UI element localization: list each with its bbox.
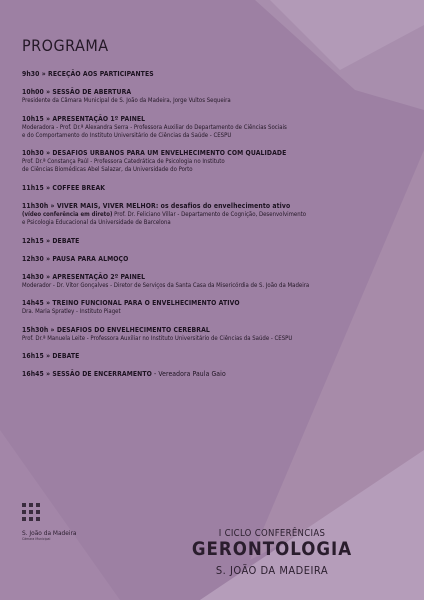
agenda-item-detail xyxy=(22,211,408,219)
agenda-item xyxy=(22,184,408,193)
agenda-time-title: 14h45 » TREINO FUNCIONAL PARA O ENVELHECIMENTO ATIVO xyxy=(22,299,240,308)
agenda-time-title: 12h15 » DEBATE xyxy=(22,236,80,245)
agenda-item-detail: Moderadora - Prof. Dr.ª Alexandra Serra - Professora Auxiliar do Departamento de Ciências Sociais xyxy=(22,123,287,131)
agenda-time-title: 10h30 » DESAFIOS URBANOS PARA UM ENVELHECIMENTO COM QUALIDADE xyxy=(22,149,287,158)
agenda-item-heading xyxy=(22,202,408,211)
agenda-item xyxy=(22,326,408,343)
agenda-item xyxy=(22,255,408,264)
agenda-item xyxy=(22,149,408,174)
agenda-speaker-inline: - Vereadora Paula Gaio xyxy=(151,370,226,379)
agenda-item xyxy=(22,352,408,361)
agenda-item-heading xyxy=(22,70,408,79)
agenda-item-detail: e do Comportamento do Instituto Universitário de Ciências da Saúde - CESPU xyxy=(22,131,232,139)
agenda-item-detail: Prof. Dr.ª Constança Paúl - Professora Catedrática de Psicologia no Instituto xyxy=(22,158,225,166)
agenda-item xyxy=(22,370,408,379)
event-brand xyxy=(0,528,424,577)
agenda-item xyxy=(22,299,408,316)
logo-sub: Câmara Municipal xyxy=(22,537,51,541)
agenda-item xyxy=(22,237,408,246)
agenda-item-heading xyxy=(22,184,408,193)
agenda-time-title: 11h30h » VIVER MAIS, VIVER MELHOR: os desafios do envelhecimento ativo xyxy=(22,201,291,210)
agenda-item-detail: Prof. Dr.ª Manuela Leite - Professora Auxiliar no Instituto Universitário de Ciências da Saúde - CESPU xyxy=(22,334,293,342)
agenda-time-title: 15h30h » DESAFIOS DO ENVELHECIMENTO CEREBRAL xyxy=(22,325,210,334)
agenda-list xyxy=(22,70,408,388)
agenda-time-title: 16h45 » SESSÃO DE ENCERRAMENTO xyxy=(22,370,152,379)
agenda-item xyxy=(22,273,408,290)
agenda-time-title: 9h30 » RECEÇÃO AOS PARTICIPANTES xyxy=(22,70,154,78)
agenda-item-heading xyxy=(22,115,408,124)
agenda-item-detail: e Psicologia Educacional da Universidade de Barcelona xyxy=(22,219,171,227)
agenda-item-heading xyxy=(22,299,408,308)
agenda-item-heading xyxy=(22,370,408,379)
agenda-speaker: Prof. Dr. Feliciano Villar - Departamento de Cognição, Desenvolvimento xyxy=(112,210,307,218)
agenda-item xyxy=(22,70,408,79)
logo-name: S. João da Madeira xyxy=(22,529,77,537)
agenda-item-heading xyxy=(22,352,408,361)
agenda-item-detail: Presidente da Câmara Municipal de S. João da Madeira, Jorge Vultos Sequeira xyxy=(22,97,231,105)
agenda-item-detail: Moderador - Dr. Vítor Gonçalves - Diretor de Serviços da Santa Casa da Misericórdia de S. João da Madeira xyxy=(22,281,310,289)
agenda-time-title: 10h00 » SESSÃO DE ABERTURA xyxy=(22,88,132,97)
agenda-item xyxy=(22,88,408,105)
agenda-time-title: 12h30 » PAUSA PARA ALMOÇO xyxy=(22,254,129,263)
video-conference-note: (vídeo conferência em direto) xyxy=(22,210,113,218)
agenda-time-title: 11h15 » COFFEE BREAK xyxy=(22,183,106,192)
agenda-item-heading xyxy=(22,237,408,246)
agenda-item-heading xyxy=(22,326,408,335)
agenda-item-heading xyxy=(22,149,408,158)
agenda-item-heading xyxy=(22,273,408,282)
agenda-time-title: 10h15 » APRESENTAÇÃO 1º PAINEL xyxy=(22,114,146,123)
brand-series: I CICLO CONFERÊNCIAS xyxy=(218,528,326,539)
agenda-item xyxy=(22,115,408,140)
municipal-grid-logo-icon xyxy=(22,503,40,521)
agenda-item-heading xyxy=(22,255,408,264)
agenda-time-title: 16h15 » DEBATE xyxy=(22,352,80,361)
agenda-item-heading xyxy=(22,88,408,97)
brand-title: GERONTOLOGIA xyxy=(191,539,353,560)
agenda-item xyxy=(22,202,408,227)
brand-city: S. JOÃO DA MADEIRA xyxy=(215,564,329,577)
agenda-item-detail: de Ciências Biomédicas Abel Salazar, da Universidade do Porto xyxy=(22,166,193,174)
agenda-time-title: 14h30 » APRESENTAÇÃO 2º PAINEL xyxy=(22,272,146,281)
agenda-item-detail: Dra. Maria Spratley - Instituto Piaget xyxy=(22,308,121,316)
page-title: PROGRAMA xyxy=(22,36,109,55)
